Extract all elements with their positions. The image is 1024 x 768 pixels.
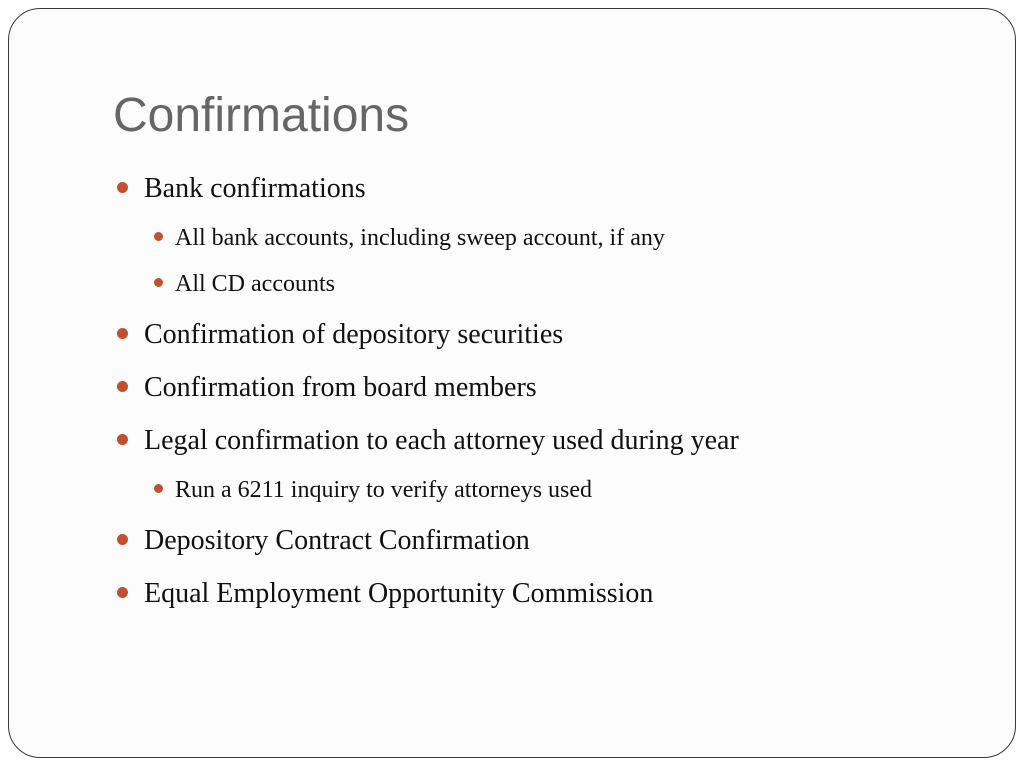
sub-bullet-text: All CD accounts <box>175 271 335 297</box>
sub-bullet-text: Run a 6211 inquiry to verify attorneys used <box>175 477 593 503</box>
bullet-item <box>144 317 563 353</box>
bullet-dot-icon <box>117 328 128 339</box>
bullet-dot-icon <box>117 381 128 392</box>
sub-bullet-item <box>175 223 665 253</box>
sub-bullet-text: All bank accounts, including sweep account, if any <box>175 225 665 251</box>
bullet-text: Depository Contract Confirmation <box>144 525 530 556</box>
bullet-dot-icon <box>117 182 128 193</box>
sub-bullet-item <box>175 269 335 299</box>
slide-title: Confirmations <box>113 89 410 142</box>
bullet-text: Bank confirmations <box>144 173 366 204</box>
bullet-dot-icon <box>117 587 128 598</box>
bullet-text: Confirmation from board members <box>144 372 537 403</box>
sub-bullet-item <box>175 475 592 505</box>
bullet-item <box>144 171 366 207</box>
bullet-dot-icon <box>154 278 163 287</box>
bullet-item <box>144 523 530 559</box>
bullet-item <box>144 370 537 406</box>
bullet-item <box>144 423 739 459</box>
bullet-dot-icon <box>117 534 128 545</box>
bullet-dot-icon <box>154 232 163 241</box>
bullet-text: Confirmation of depository securities <box>144 319 564 350</box>
bullet-item <box>144 576 653 612</box>
bullet-text: Legal confirmation to each attorney used during year <box>144 425 739 456</box>
bullet-dot-icon <box>154 484 163 493</box>
bullet-text: Equal Employment Opportunity Commission <box>144 578 654 609</box>
bullet-dot-icon <box>117 434 128 445</box>
